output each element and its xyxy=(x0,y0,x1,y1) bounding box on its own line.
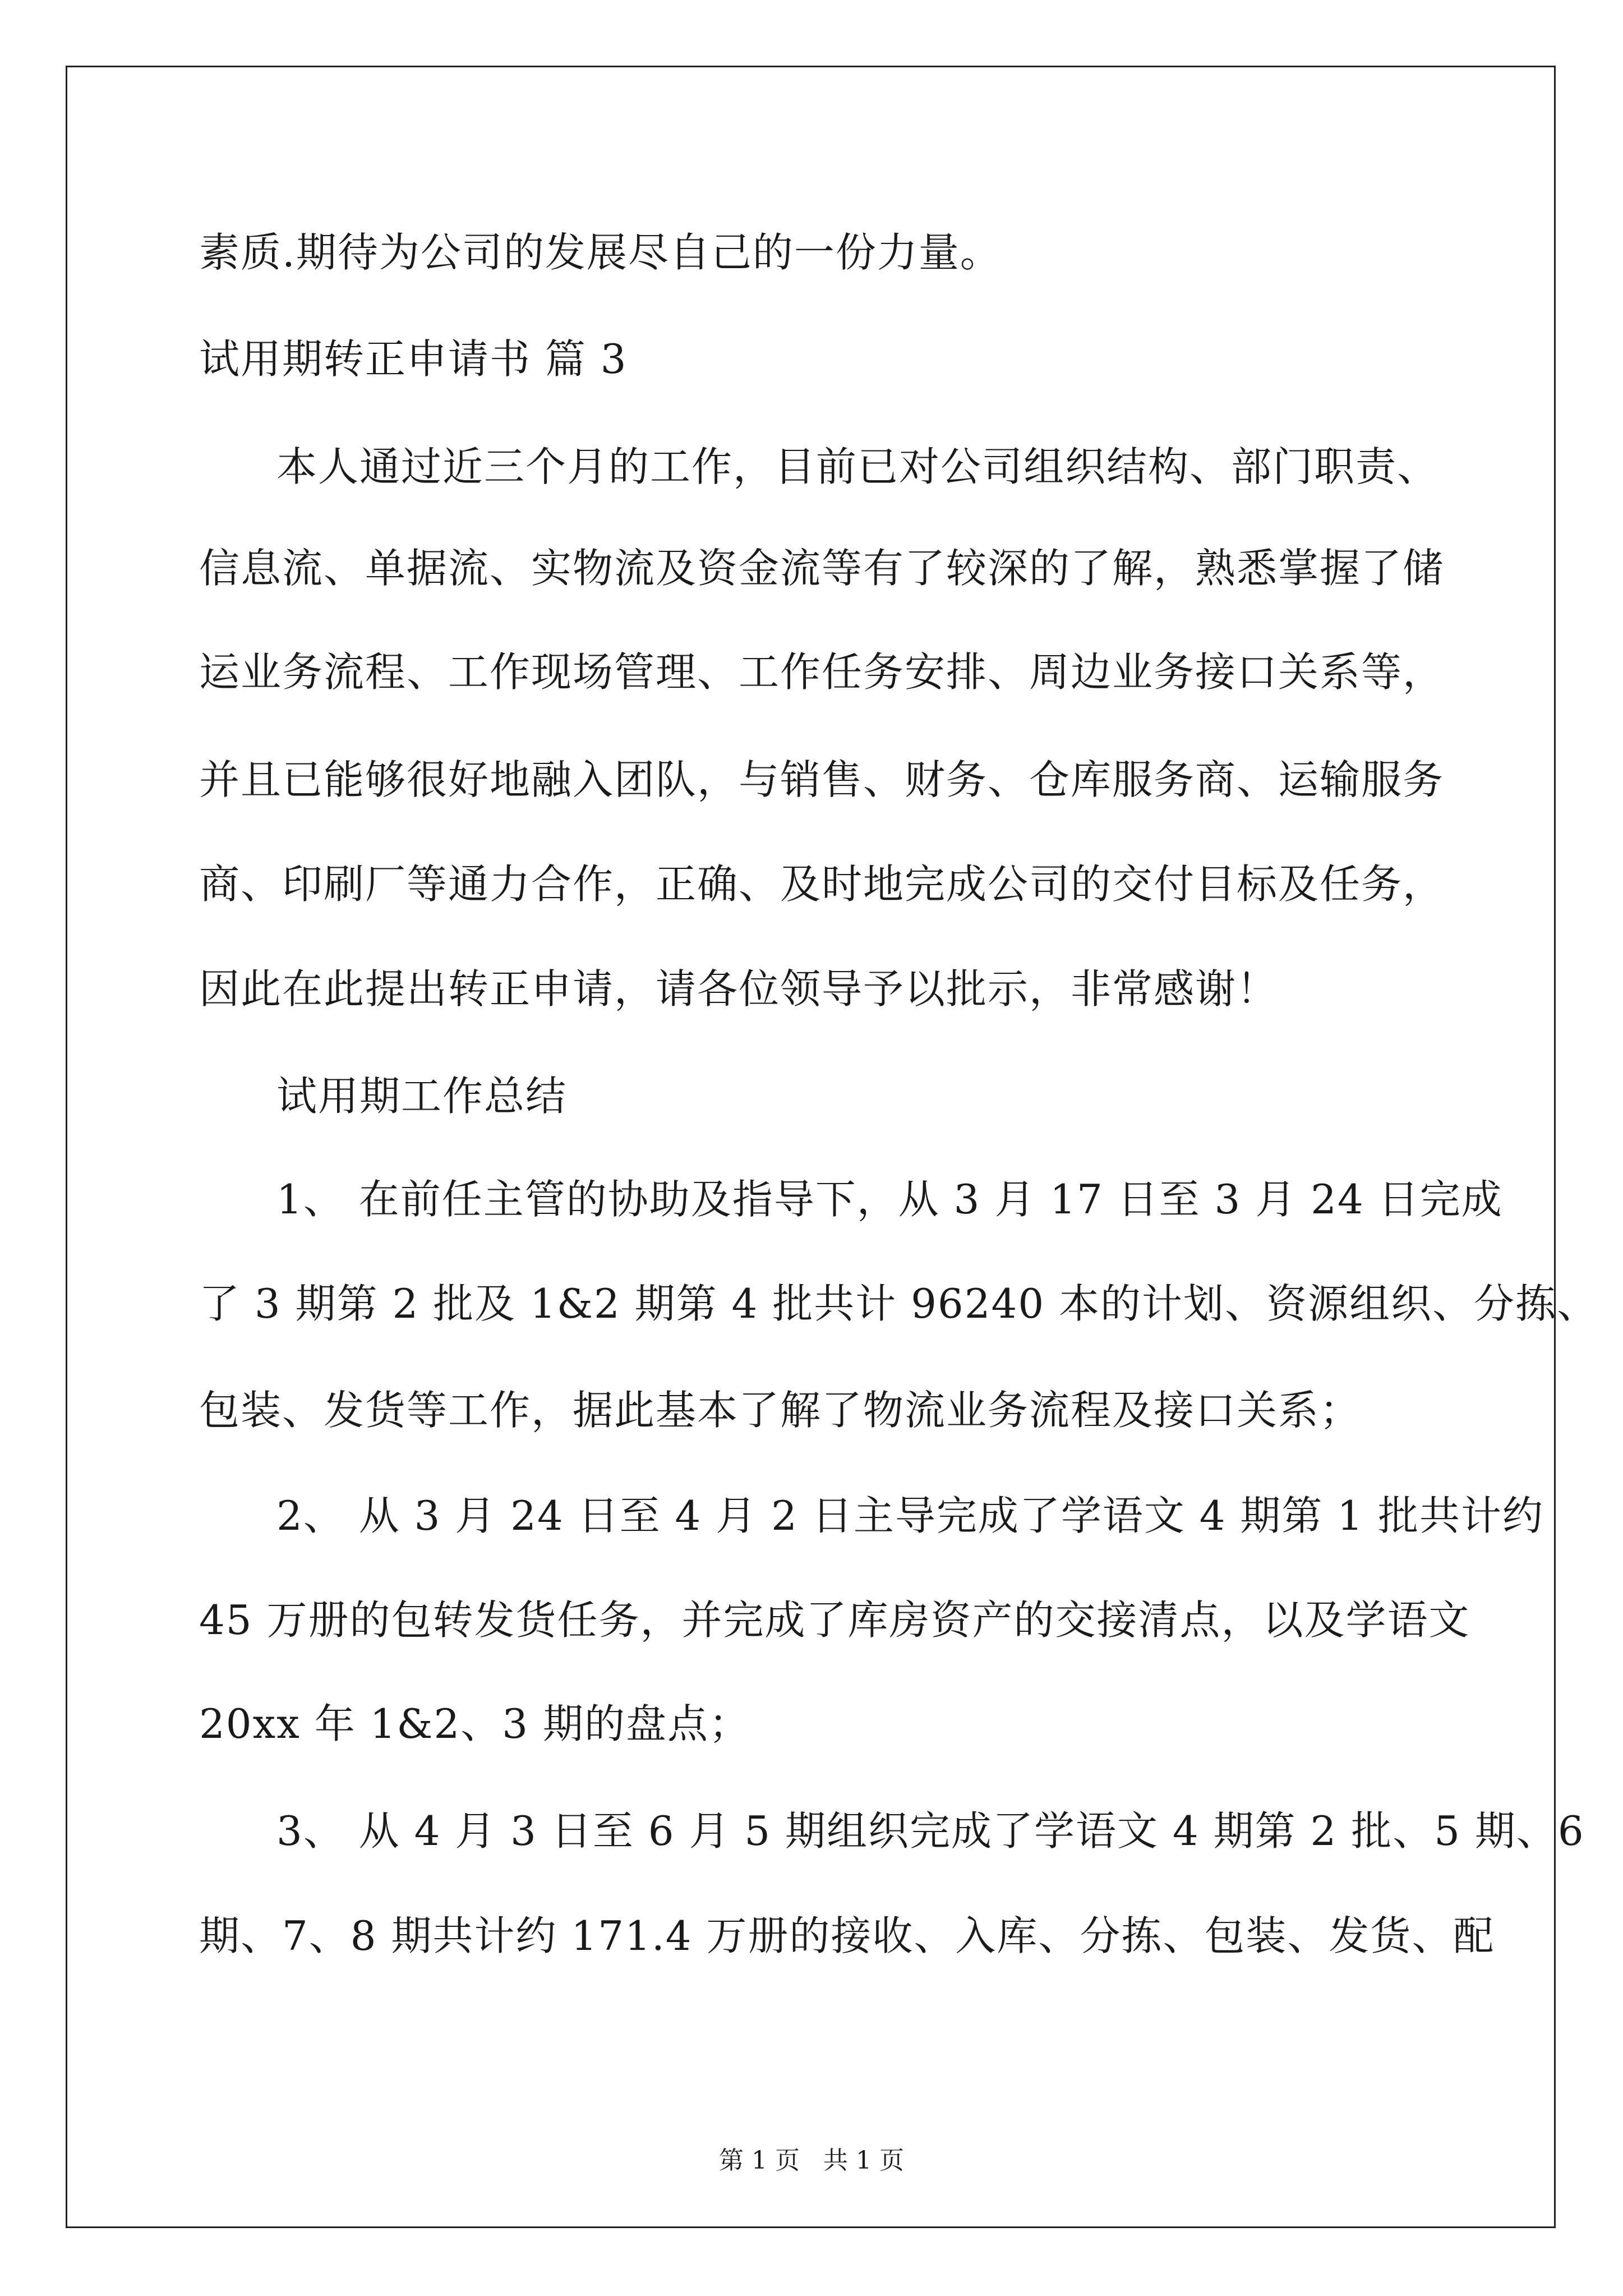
text-line: 期、7、8 期共计约 171.4 万册的接收、入库、分拣、包装、发货、配 xyxy=(199,1912,1495,1959)
text-line: 20xx 年 1&2、3 期的盘点； xyxy=(199,1700,751,1747)
text-line: 本人通过近三个月的工作，目前已对公司组织结构、部门职责、 xyxy=(276,443,1439,490)
text-line: 运业务流程、工作现场管理、工作任务安排、周边业务接口关系等， xyxy=(199,648,1445,696)
text-line: 45 万册的包转发货任务，并完成了库房资产的交接清点，以及学语文 xyxy=(199,1596,1470,1644)
subheading: 试用期工作总结 xyxy=(276,1073,568,1120)
text-line: 信息流、单据流、实物流及资金流等有了较深的了解，熟悉掌握了储 xyxy=(199,545,1445,592)
text-line: 包装、发货等工作，据此基本了解了物流业务流程及接口关系； xyxy=(199,1387,1362,1434)
text-line: 因此在此提出转正申请，请各位领导予以批示，非常感谢！ xyxy=(199,965,1279,1013)
text-line: 了 3 期第 2 批及 1&2 期第 4 批共计 96240 本的计划、资源组织、分拣、 xyxy=(199,1280,1599,1327)
section-heading: 试用期转正申请书 篇 3 xyxy=(199,335,628,383)
text-line: 1、 在前任主管的协助及指导下，从 3 月 17 日至 3 月 24 日完成 xyxy=(276,1176,1503,1223)
text-line: 并且已能够很好地融入团队，与销售、财务、仓库服务商、运输服务 xyxy=(199,756,1445,803)
text-line: 3、 从 4 月 3 日至 6 月 5 期组织完成了学语文 4 期第 2 批、5 期、6 xyxy=(276,1807,1585,1855)
page-number: 第 1 页 共 1 页 xyxy=(719,2146,904,2175)
text-line: 2、 从 3 月 24 日至 4 月 2 日主导完成了学语文 4 期第 1 批共计约 xyxy=(276,1492,1544,1539)
text-line: 素质.期待为公司的发展尽自己的一份力量。 xyxy=(199,229,1002,276)
text-line: 商、印刷厂等通力合作，正确、及时地完成公司的交付目标及任务， xyxy=(199,861,1445,908)
page-border xyxy=(66,66,1556,2228)
